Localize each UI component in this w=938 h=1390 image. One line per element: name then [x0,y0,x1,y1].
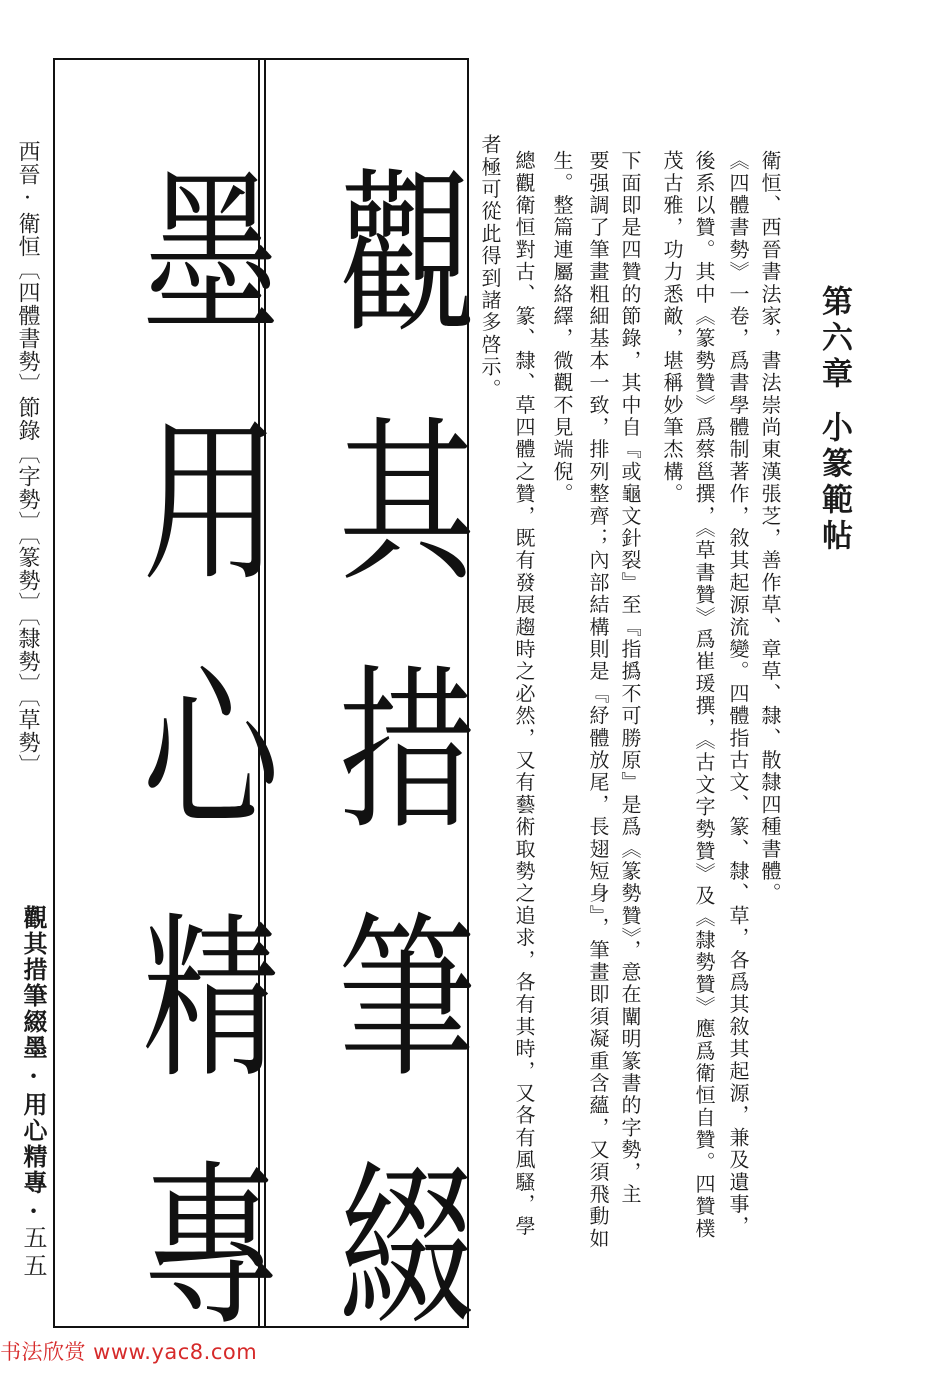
seal-character: 筆 [338,897,476,1102]
seal-character: 綴 [338,1145,476,1350]
watermark: 书法欣赏 www.yac8.com [0,1340,258,1364]
content-caption: 觀其措筆綴墨·用心精專· [19,905,48,1227]
seal-character: 觀 [338,153,476,358]
paragraph-line: 衛恒、西晉書法家，書法崇尚東漢張芝，善作草、章草、隸、散隸四種書體。 [758,150,782,905]
seal-character: 其 [338,401,476,606]
source-note: 西晉·衛恒〔四體書勢〕節錄〔字勢〕〔篆勢〕〔隸勢〕〔草勢〕 [15,140,40,777]
chapter-number: 第六章 [816,285,852,393]
seal-character: 用 [142,401,280,606]
seal-character: 墨 [142,153,280,358]
seal-character: 專 [142,1145,280,1350]
paragraph-line: 《四體書勢》一卷，爲書學體制著作，敘其起源流變。四體指古文、篆、隸、草，各爲其敘其起源，兼及遺事， [726,150,750,1238]
paragraph-line: 下面即是四贊的節錄，其中自『或龜文針裂』至『指撝不可勝原』是爲《篆勢贊》，意在闡明篆書的字勢，主 [618,150,642,1206]
paragraph-line: 茂古雅，功力悉敵，堪稱妙筆杰構。 [660,150,684,506]
seal-character: 措 [338,649,476,854]
page-number: 五五 [19,1225,47,1281]
paragraph-line: 者極可從此得到諸多啓示。 [478,134,502,401]
paragraph-line: 總觀衛恒對古、篆、隸、草四體之贊，既有發展趨時之必然，又有藝術取勢之追求，各有其時，又各有風騷，學 [512,150,536,1238]
paragraph-line: 要强調了筆畫粗細基本一致，排列整齊；內部結構則是『紓體放尾，長翅短身』，筆畫即須凝重含蘊，又須飛動如 [586,150,610,1250]
chapter-name: 小篆範帖 [816,411,852,555]
seal-column-left [121,132,301,1372]
seal-character: 精 [142,897,280,1102]
body-text [470,80,910,1330]
paragraph-line: 後系以贊。其中《篆勢贊》爲蔡邕撰，《草書贊》爲崔瑗撰，《古文字勢贊》及《隸勢贊》應爲衛恒自贊。四贊樸 [692,150,716,1240]
seal-character: 心 [142,649,280,854]
calligraphy-frame [53,58,476,1350]
paragraph-line: 生。整篇連屬絡繹，微觀不見端倪。 [550,150,574,506]
